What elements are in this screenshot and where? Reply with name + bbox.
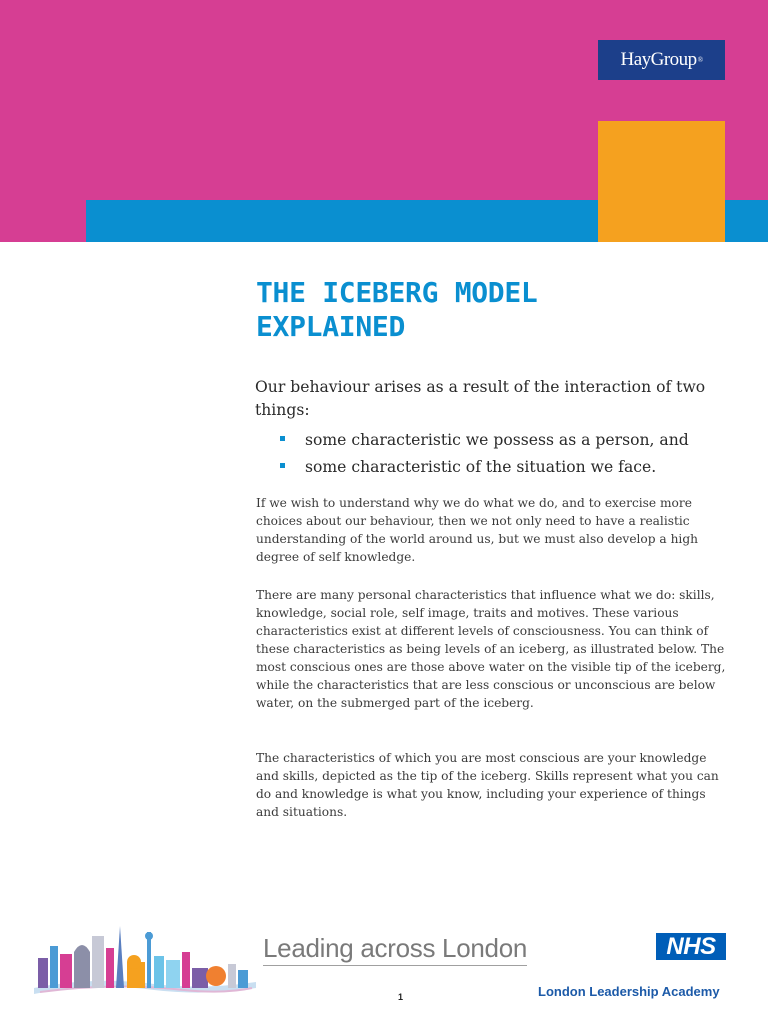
bullet-text: some characteristic we possess as a person, and bbox=[305, 431, 689, 449]
footer-tagline: Leading across London bbox=[263, 933, 528, 963]
page-title bbox=[256, 276, 726, 344]
page-number: 1 bbox=[398, 992, 404, 1002]
paragraph-characteristics: There are many personal characteristics that influence what we do: skills, knowledge, social role, self image, traits and motives. These various characteristics exist at different levels of consciousness. You can think of these characteristics as being levels of an iceberg, as illustrated below. The most conscious ones are those above water on the visible tip of the iceberg, while the characteristics that are less conscious or unconscious are below water, on the submerged part of the iceberg. bbox=[256, 588, 726, 710]
page-title-line-2: EXPLAINED bbox=[256, 310, 406, 343]
bullet-text: some characteristic of the situation we face. bbox=[305, 458, 657, 476]
bullet-item bbox=[280, 427, 740, 454]
nhs-logo: NHS bbox=[656, 933, 726, 960]
haygroup-logo bbox=[598, 40, 725, 80]
paragraph-self-knowledge: If we wish to understand why we do what we do, and to exercise more choices about our behaviour, then we not only need to have a realistic understanding of the world around us, but we must also develop a high degree of self knowledge. bbox=[256, 496, 698, 564]
bullet-item bbox=[280, 454, 740, 481]
bullet-list bbox=[280, 427, 740, 481]
academy-name: London Leadership Academy bbox=[538, 984, 720, 999]
haygroup-logo-text: HayGroup bbox=[620, 49, 697, 70]
footer-tagline-underline bbox=[263, 965, 527, 966]
bullet-square-icon bbox=[280, 436, 285, 441]
bullet-square-icon bbox=[280, 463, 285, 468]
london-skyline-icon bbox=[34, 918, 256, 998]
paragraph-knowledge-skills: The characteristics of which you are most conscious are your knowledge and skills, depicted as the tip of the iceberg. Skills represent what you can do and knowledge is what you know, including your experience of things and situations. bbox=[256, 751, 719, 819]
registered-mark: ® bbox=[697, 56, 703, 64]
page-title-line-1: THE ICEBERG MODEL bbox=[256, 276, 538, 309]
header-orange-block bbox=[598, 121, 725, 242]
intro-text: Our behaviour arises as a result of the interaction of two things: bbox=[255, 378, 706, 419]
